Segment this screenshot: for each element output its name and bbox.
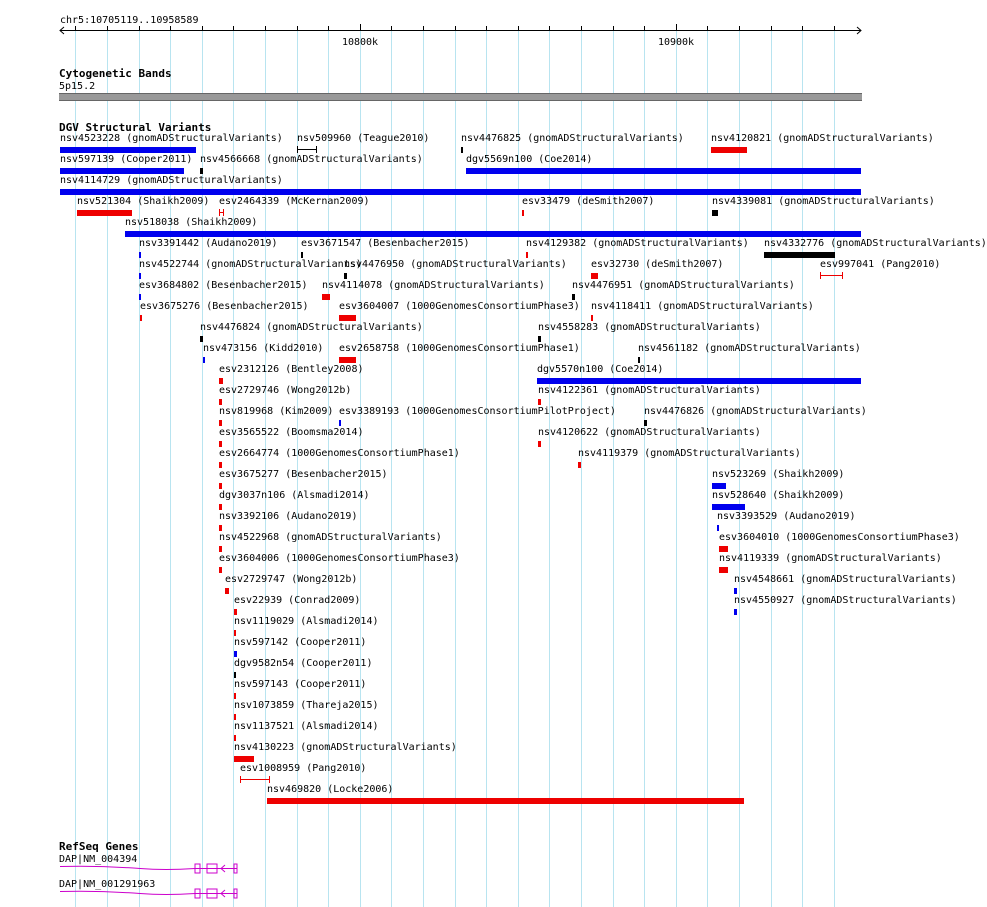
variant-glyph[interactable]	[734, 609, 737, 615]
ruler-tick-label: 10900k	[657, 37, 695, 48]
variant-label: nsv819968 (Kim2009)	[219, 406, 334, 417]
variant-glyph[interactable]	[77, 210, 132, 216]
variant-glyph[interactable]	[219, 378, 223, 384]
variant-label: dgv9582n54 (Cooper2011)	[234, 658, 373, 669]
variant-glyph[interactable]	[578, 462, 581, 468]
variant-label: esv3671547 (Besenbacher2015)	[301, 238, 470, 249]
variant-label: nsv4523228 (gnomADStructuralVariants)	[60, 133, 283, 144]
variant-glyph[interactable]	[538, 441, 541, 447]
variant-label: nsv4120622 (gnomADStructuralVariants)	[538, 427, 761, 438]
variant-glyph[interactable]	[466, 168, 861, 174]
gene-intron-line	[60, 866, 237, 869]
variant-label: esv3389193 (1000GenomesConsortiumPilotProject)	[339, 406, 616, 417]
variant-glyph[interactable]	[139, 252, 141, 258]
variant-glyph[interactable]	[572, 294, 575, 300]
variant-label: nsv4522968 (gnomADStructuralVariants)	[219, 532, 442, 543]
variant-label: esv3604006 (1000GenomesConsortiumPhase3)	[219, 553, 460, 564]
variant-glyph[interactable]	[139, 273, 141, 279]
variant-glyph[interactable]	[322, 294, 330, 300]
refseq-gene-models[interactable]	[0, 830, 890, 907]
variant-label: nsv509960 (Teague2010)	[297, 133, 430, 144]
variant-label: dgv3037n106 (Alsmadi2014)	[219, 490, 370, 501]
variant-glyph[interactable]	[712, 504, 745, 510]
variant-label: nsv518038 (Shaikh2009)	[125, 217, 258, 228]
variant-glyph[interactable]	[719, 546, 728, 552]
variant-label: esv2658758 (1000GenomesConsortiumPhase1)	[339, 343, 580, 354]
variant-label: nsv4476826 (gnomADStructuralVariants)	[644, 406, 867, 417]
variant-glyph[interactable]	[638, 357, 640, 363]
refseq-track-title[interactable]: RefSeq Genes	[59, 840, 139, 853]
variant-label: nsv4129382 (gnomADStructuralVariants)	[526, 238, 749, 249]
variant-label: esv1008959 (Pang2010)	[240, 763, 367, 774]
variant-label: dgv5569n100 (Coe2014)	[466, 154, 593, 165]
variant-label: esv32730 (deSmith2007)	[591, 259, 724, 270]
variant-label: nsv3392106 (Audano2019)	[219, 511, 358, 522]
variant-glyph[interactable]	[219, 546, 222, 552]
variant-glyph[interactable]	[225, 588, 229, 594]
variant-glyph[interactable]	[219, 504, 222, 510]
dgv-track-title[interactable]: DGV Structural Variants	[59, 121, 212, 134]
gene-label: DAP|NM_004394	[59, 854, 138, 865]
variant-glyph[interactable]	[60, 147, 196, 153]
variant-glyph[interactable]	[537, 378, 861, 384]
variant-glyph[interactable]	[240, 779, 270, 780]
variant-glyph[interactable]	[219, 420, 222, 426]
variant-glyph[interactable]	[712, 210, 718, 216]
variant-glyph[interactable]	[339, 315, 356, 321]
variant-label: esv2464339 (McKernan2009)	[219, 196, 370, 207]
variant-glyph[interactable]	[301, 252, 303, 258]
variant-glyph[interactable]	[140, 315, 142, 321]
variant-glyph[interactable]	[234, 735, 236, 741]
variant-label: nsv3393529 (Audano2019)	[717, 511, 856, 522]
variant-glyph[interactable]	[711, 147, 747, 153]
variant-label: nsv4122361 (gnomADStructuralVariants)	[538, 385, 761, 396]
variant-label: nsv4522744 (gnomADStructuralVariants)	[139, 259, 362, 270]
variant-glyph[interactable]	[219, 399, 222, 405]
variant-label: nsv469820 (Locke2006)	[267, 784, 394, 795]
variant-glyph[interactable]	[644, 420, 647, 426]
variant-glyph[interactable]	[234, 609, 237, 615]
variant-label: nsv597143 (Cooper2011)	[234, 679, 367, 690]
variant-glyph[interactable]	[139, 294, 141, 300]
ruler-tick-label: 10800k	[341, 37, 379, 48]
variant-glyph[interactable]	[200, 168, 203, 174]
variant-glyph[interactable]	[591, 273, 598, 279]
variant-glyph[interactable]	[60, 168, 184, 174]
variant-label: esv22939 (Conrad2009)	[234, 595, 361, 606]
variant-label: nsv4548661 (gnomADStructuralVariants)	[734, 574, 957, 585]
variant-glyph[interactable]	[219, 525, 222, 531]
variant-glyph[interactable]	[719, 567, 728, 573]
variant-glyph[interactable]	[267, 798, 744, 804]
variant-glyph[interactable]	[234, 651, 237, 657]
cytoband-bar[interactable]	[59, 93, 862, 101]
variant-label: esv2729746 (Wong2012b)	[219, 385, 352, 396]
variant-glyph[interactable]	[297, 149, 317, 150]
variant-glyph[interactable]	[125, 231, 861, 237]
variant-label: esv3675276 (Besenbacher2015)	[140, 301, 309, 312]
variant-glyph[interactable]	[234, 756, 254, 762]
variant-glyph[interactable]	[461, 147, 463, 153]
variant-glyph[interactable]	[717, 525, 719, 531]
variant-label: nsv597142 (Cooper2011)	[234, 637, 367, 648]
variant-label: nsv521304 (Shaikh2009)	[77, 196, 210, 207]
gene-label: DAP|NM_001291963	[59, 879, 156, 890]
variant-glyph[interactable]	[344, 273, 347, 279]
variant-label: nsv597139 (Cooper2011)	[60, 154, 193, 165]
variant-label: nsv4119339 (gnomADStructuralVariants)	[719, 553, 942, 564]
variant-label: esv3675277 (Besenbacher2015)	[219, 469, 388, 480]
cytoband-track-title[interactable]: Cytogenetic Bands	[59, 67, 172, 80]
variant-label: esv2729747 (Wong2012b)	[225, 574, 358, 585]
variant-glyph[interactable]	[234, 672, 236, 678]
variant-glyph[interactable]	[538, 399, 541, 405]
gene-intron-line	[60, 891, 237, 894]
variant-label: nsv4114078 (gnomADStructuralVariants)	[322, 280, 545, 291]
variant-label: nsv4339081 (gnomADStructuralVariants)	[712, 196, 935, 207]
variant-glyph[interactable]	[219, 212, 224, 213]
variant-glyph[interactable]	[234, 714, 236, 720]
ruler-scale[interactable]	[0, 0, 890, 60]
variant-glyph[interactable]	[234, 630, 236, 636]
variant-label: nsv4561182 (gnomADStructuralVariants)	[638, 343, 861, 354]
variant-label: esv2664774 (1000GenomesConsortiumPhase1)	[219, 448, 460, 459]
location-label: chr5:10705119..10958589	[60, 15, 199, 26]
variant-label: nsv523269 (Shaikh2009)	[712, 469, 845, 480]
variant-glyph[interactable]	[219, 441, 222, 447]
variant-label: nsv4119379 (gnomADStructuralVariants)	[578, 448, 801, 459]
variant-label: esv33479 (deSmith2007)	[522, 196, 655, 207]
variant-label: nsv4130223 (gnomADStructuralVariants)	[234, 742, 457, 753]
variant-glyph[interactable]	[820, 275, 843, 276]
variant-label: nsv4476950 (gnomADStructuralVariants)	[344, 259, 567, 270]
variant-glyph[interactable]	[522, 210, 524, 216]
variant-label: nsv4566668 (gnomADStructuralVariants)	[200, 154, 423, 165]
variant-label: esv997041 (Pang2010)	[820, 259, 941, 270]
variant-glyph[interactable]	[734, 588, 737, 594]
variant-label: dgv5570n100 (Coe2014)	[537, 364, 664, 375]
variant-label: nsv4332776 (gnomADStructuralVariants)	[764, 238, 987, 249]
variant-glyph[interactable]	[591, 315, 593, 321]
variant-label: nsv1119029 (Alsmadi2014)	[234, 616, 379, 627]
variant-label: nsv4476824 (gnomADStructuralVariants)	[200, 322, 423, 333]
variant-label: esv3684802 (Besenbacher2015)	[139, 280, 308, 291]
variant-glyph[interactable]	[234, 693, 236, 699]
variant-glyph[interactable]	[219, 567, 222, 573]
variant-label: nsv4476951 (gnomADStructuralVariants)	[572, 280, 795, 291]
variant-label: nsv4118411 (gnomADStructuralVariants)	[591, 301, 814, 312]
variant-label: esv3604010 (1000GenomesConsortiumPhase3)	[719, 532, 960, 543]
variant-label: nsv4476825 (gnomADStructuralVariants)	[461, 133, 684, 144]
variant-glyph[interactable]	[60, 189, 861, 195]
variant-label: nsv1137521 (Alsmadi2014)	[234, 721, 379, 732]
variant-glyph[interactable]	[339, 420, 341, 426]
variant-glyph[interactable]	[526, 252, 528, 258]
variant-label: nsv4114729 (gnomADStructuralVariants)	[60, 175, 283, 186]
variant-glyph[interactable]	[200, 336, 203, 342]
variant-glyph[interactable]	[764, 252, 835, 258]
variant-glyph[interactable]	[219, 483, 222, 489]
variant-label: esv3565522 (Boomsma2014)	[219, 427, 364, 438]
variant-glyph[interactable]	[339, 357, 356, 363]
variant-label: nsv528640 (Shaikh2009)	[712, 490, 845, 501]
variant-label: nsv4120821 (gnomADStructuralVariants)	[711, 133, 934, 144]
variant-label: nsv3391442 (Audano2019)	[139, 238, 278, 249]
variant-glyph[interactable]	[203, 357, 205, 363]
variant-label: nsv4550927 (gnomADStructuralVariants)	[734, 595, 957, 606]
variant-glyph[interactable]	[538, 336, 541, 342]
variant-label: esv2312126 (Bentley2008)	[219, 364, 364, 375]
variant-label: nsv4558283 (gnomADStructuralVariants)	[538, 322, 761, 333]
variant-glyph[interactable]	[219, 462, 222, 468]
variant-label: nsv473156 (Kidd2010)	[203, 343, 324, 354]
cytoband-label: 5p15.2	[59, 81, 96, 92]
variant-label: esv3604007 (1000GenomesConsortiumPhase3)	[339, 301, 580, 312]
variant-label: nsv1073859 (Thareja2015)	[234, 700, 379, 711]
variant-glyph[interactable]	[712, 483, 726, 489]
